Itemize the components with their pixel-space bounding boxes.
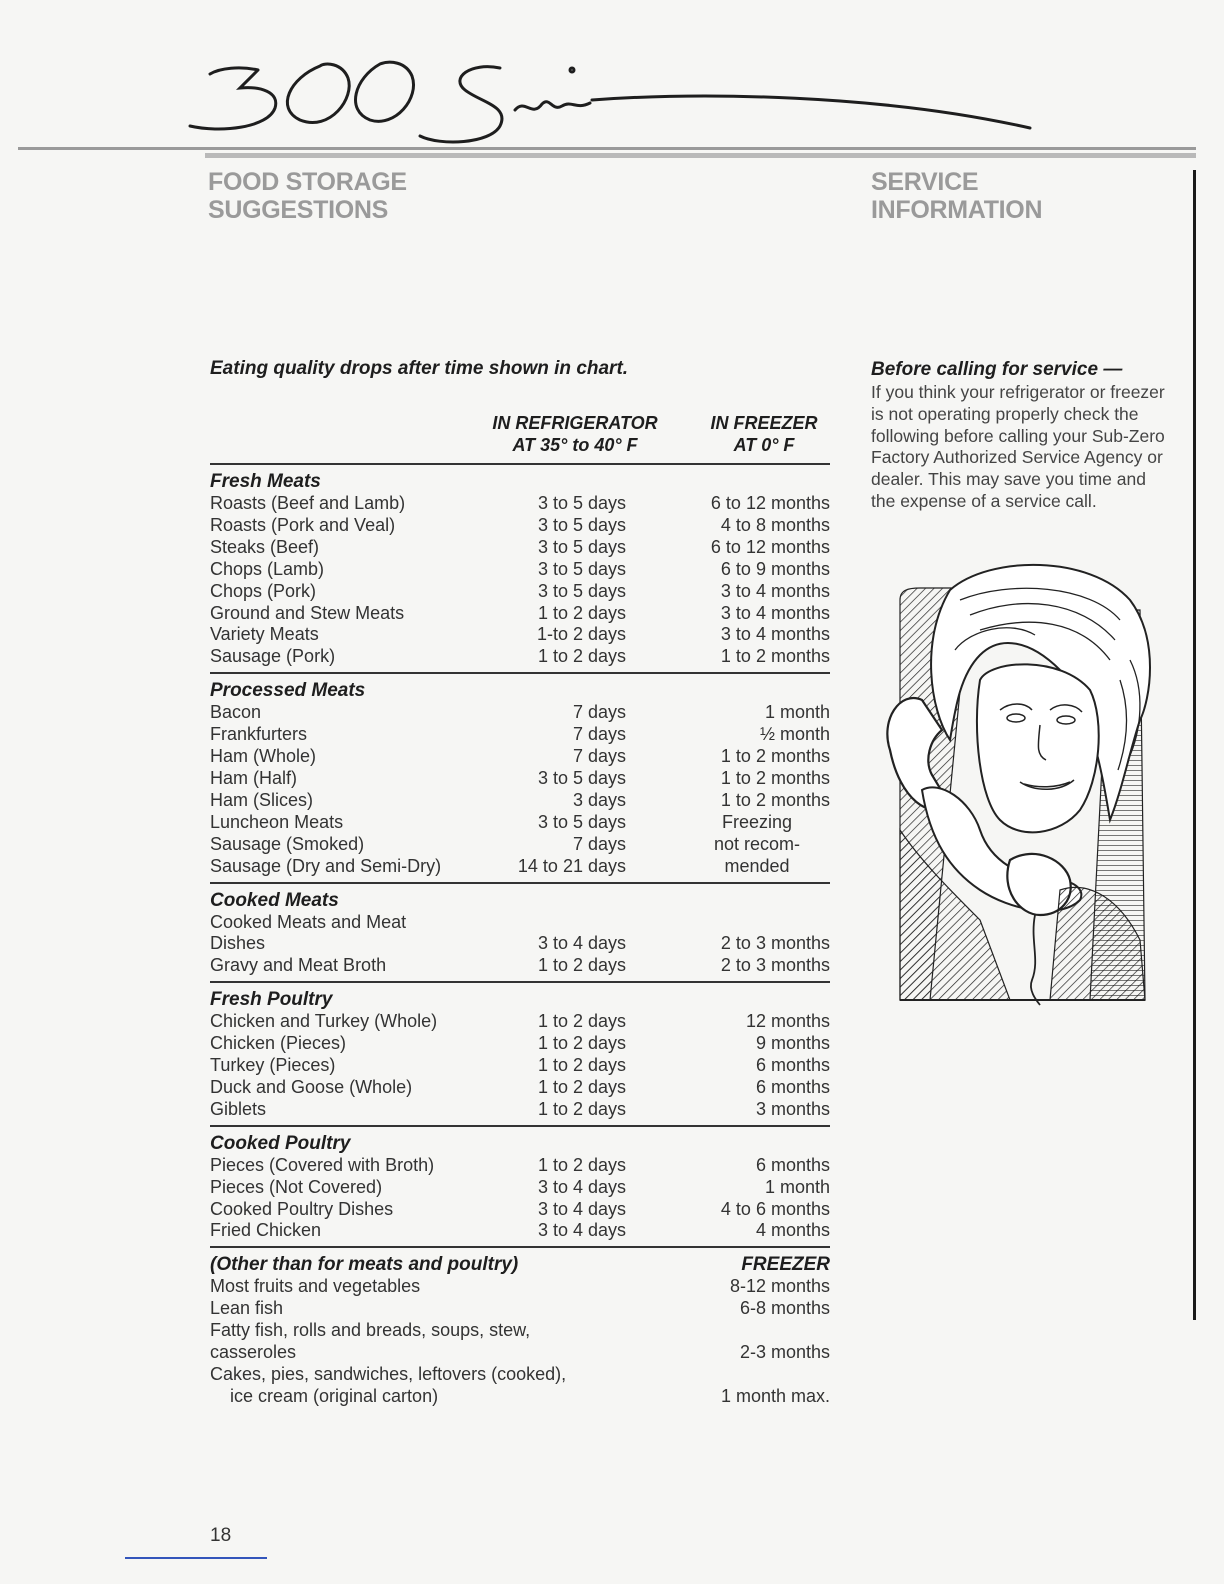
refrigerator-time: 1 to 2 days <box>537 1076 626 1097</box>
freezer-column-header <box>690 412 838 456</box>
service-info-title-line2: INFORMATION <box>871 196 1043 224</box>
refrigerator-time: 3 to 5 days <box>537 536 626 557</box>
food-item: casseroles <box>210 1342 297 1363</box>
table-row <box>210 724 830 746</box>
refrigerator-time: 3 to 5 days <box>537 514 626 535</box>
freezer-time: 4 to 6 months <box>720 1198 830 1219</box>
freezer-time: 3 to 4 months <box>720 580 830 601</box>
freezer-time: 2 to 3 months <box>720 955 830 976</box>
header-rule <box>18 147 1196 150</box>
food-item: ice cream (original carton) <box>230 1385 439 1406</box>
freezer-time: 12 months <box>745 1011 830 1032</box>
freezer-time: mended <box>724 855 790 876</box>
freezer-time: 6 months <box>755 1055 830 1076</box>
food-item: Roasts (Pork and Veal) <box>210 514 396 535</box>
freezer-time: 1 to 2 months <box>720 746 830 767</box>
table-row <box>210 1155 830 1177</box>
table-row <box>210 746 830 768</box>
table-row <box>210 493 830 515</box>
refrigerator-time: 1 to 2 days <box>537 1055 626 1076</box>
table-row <box>210 856 830 878</box>
service-body: If you think your refrigerator or freezer is not operating properly check the following before calling your Sub-Zero Factory Authorized Service Agency or dealer. This may save you time and the expense of a service call. <box>871 382 1165 511</box>
storage-section <box>210 981 830 1121</box>
refrigerator-time: 3 to 4 days <box>537 1198 626 1219</box>
other-foods-header <box>210 1254 830 1276</box>
refrigerator-time <box>510 912 626 934</box>
food-item: Chops (Pork) <box>210 580 317 601</box>
freezer-time: 1 to 2 months <box>720 789 830 810</box>
food-item: Sausage (Dry and Semi-Dry) <box>210 855 442 876</box>
refrigerator-time: 3 days <box>572 789 626 810</box>
woman-on-phone-illustration <box>860 560 1170 1010</box>
table-row <box>210 1011 830 1033</box>
food-item: Cooked Meats and Meat <box>210 911 407 932</box>
food-item: Bacon <box>210 702 262 723</box>
table-row <box>210 834 830 856</box>
food-item: Cooked Poultry Dishes <box>210 1198 394 1219</box>
storage-section <box>210 463 830 668</box>
food-item: Frankfurters <box>210 724 308 745</box>
refrigerator-time: 7 days <box>572 702 626 723</box>
freezer-time <box>680 1364 830 1386</box>
food-item: Pieces (Not Covered) <box>210 1176 383 1197</box>
freezer-time <box>626 912 830 934</box>
table-row <box>210 559 830 581</box>
refrigerator-time: 1-to 2 days <box>536 624 626 645</box>
food-storage-title <box>208 168 407 224</box>
table-row <box>210 1199 830 1221</box>
refrigerator-time: 1 to 2 days <box>537 1154 626 1175</box>
freezer-time <box>680 1320 830 1342</box>
table-row <box>210 955 830 977</box>
freezer-time: 4 months <box>755 1220 830 1241</box>
food-item: Pieces (Covered with Broth) <box>210 1154 435 1175</box>
page-number: 18 <box>210 1525 232 1546</box>
refrigerator-time: 14 to 21 days <box>517 855 626 876</box>
other-foods-section <box>210 1246 830 1407</box>
food-item: Cakes, pies, sandwiches, leftovers (cooked), <box>210 1364 567 1384</box>
food-item: Steaks (Beef) <box>210 536 320 557</box>
food-item: Gravy and Meat Broth <box>210 955 387 976</box>
table-row <box>210 812 830 834</box>
table-row <box>210 581 830 603</box>
food-storage-title-line2: SUGGESTIONS <box>208 196 389 224</box>
intro-text: Eating quality drops after time shown in chart. <box>210 358 629 379</box>
refrigerator-time: 7 days <box>572 746 626 767</box>
freezer-time: 2-3 months <box>739 1342 830 1363</box>
refrigerator-time: 1 to 2 days <box>537 646 626 667</box>
food-item: Ham (Slices) <box>210 789 314 810</box>
freezer-time: 1 to 2 months <box>720 767 830 788</box>
section-title: Fresh Poultry <box>210 989 333 1011</box>
refrigerator-time: 1 to 2 days <box>537 1098 626 1119</box>
food-item: Lean fish <box>210 1298 284 1319</box>
other-foods-title: (Other than for meats and poultry) <box>210 1254 519 1276</box>
refrigerator-column-header <box>470 412 680 456</box>
food-item: Chicken and Turkey (Whole) <box>210 1011 438 1032</box>
freezer-time: Freezing <box>721 811 793 832</box>
table-row <box>210 1033 830 1055</box>
section-title: Fresh Meats <box>210 471 321 492</box>
refrigerator-time: 3 to 5 days <box>537 580 626 601</box>
refrigerator-header-line2: AT 35° to 40° F <box>512 435 638 455</box>
refrigerator-time: 3 to 4 days <box>537 1176 626 1197</box>
freezer-time: 4 to 8 months <box>720 514 830 535</box>
food-item: Fatty fish, rolls and breads, soups, stew, <box>210 1320 531 1341</box>
footer-underline <box>125 1557 267 1559</box>
freezer-time: 3 months <box>755 1098 830 1119</box>
freezer-time: ½ month <box>759 724 830 745</box>
freezer-header-line2: AT 0° F <box>733 435 795 455</box>
page-edge-line <box>1193 170 1196 1320</box>
refrigerator-time: 3 to 4 days <box>537 1220 626 1241</box>
refrigerator-time: 3 to 5 days <box>537 767 626 788</box>
table-row <box>210 1276 830 1298</box>
food-item: Chicken (Pieces) <box>210 1033 347 1054</box>
table-row <box>210 646 830 668</box>
food-item: Sausage (Smoked) <box>210 833 365 854</box>
refrigerator-time: 1 to 2 days <box>537 602 626 623</box>
storage-section <box>210 672 830 877</box>
refrigerator-time: 1 to 2 days <box>537 1033 626 1054</box>
refrigerator-time: 3 to 4 days <box>537 933 626 954</box>
service-heading: Before calling for service — <box>871 359 1123 380</box>
freezer-header-line1: IN FREEZER <box>710 413 818 433</box>
freezer-time: 3 to 4 months <box>720 602 830 623</box>
table-row <box>210 1077 830 1099</box>
food-item: Giblets <box>210 1098 267 1119</box>
food-item: Chops (Lamb) <box>210 558 325 579</box>
refrigerator-header-line1: IN REFRIGERATOR <box>492 413 658 433</box>
service-info-title-line1: SERVICE <box>871 168 979 196</box>
refrigerator-time: 3 to 5 days <box>537 811 626 832</box>
storage-section <box>210 1125 830 1243</box>
food-item: Duck and Goose (Whole) <box>210 1076 413 1097</box>
freezer-time: 1 month max. <box>720 1385 830 1406</box>
table-row <box>210 1364 830 1386</box>
freezer-time: 9 months <box>755 1033 830 1054</box>
section-title: Cooked Meats <box>210 889 339 911</box>
food-item: Most fruits and vegetables <box>210 1276 421 1297</box>
food-item: Luncheon Meats <box>210 811 344 832</box>
section-title: Cooked Poultry <box>210 1132 351 1154</box>
table-row <box>210 515 830 537</box>
freezer-time: not recom- <box>713 833 801 854</box>
table-row <box>210 1386 830 1408</box>
food-item: Ham (Half) <box>210 767 298 788</box>
refrigerator-time: 3 to 5 days <box>537 493 626 513</box>
table-row <box>210 1298 830 1320</box>
food-item: Dishes <box>210 933 266 954</box>
freezer-time: 3 to 4 months <box>720 624 830 645</box>
table-row <box>210 1220 830 1242</box>
freezer-time: 6-8 months <box>739 1298 830 1319</box>
section-title: Processed Meats <box>210 680 366 702</box>
freezer-time: 1 month <box>764 702 830 723</box>
table-row <box>210 912 830 934</box>
freezer-time: 6 months <box>755 1154 830 1175</box>
freezer-time: 6 to 9 months <box>720 558 830 579</box>
refrigerator-time: 1 to 2 days <box>537 955 626 976</box>
table-row <box>210 624 830 646</box>
table-row <box>210 933 830 955</box>
table-row <box>210 1177 830 1199</box>
table-row <box>210 1099 830 1121</box>
food-item: Roasts (Beef and Lamb) <box>210 493 406 513</box>
freezer-time: 6 to 12 months <box>710 493 830 513</box>
table-row <box>210 537 830 559</box>
food-item: Ham (Whole) <box>210 746 317 767</box>
food-item: Fried Chicken <box>210 1220 322 1241</box>
freezer-time: 1 month <box>764 1176 830 1197</box>
freezer-label: FREEZER <box>741 1254 830 1276</box>
freezer-time: 1 to 2 months <box>720 646 830 667</box>
refrigerator-time: 7 days <box>572 833 626 854</box>
table-row <box>210 768 830 790</box>
freezer-time: 2 to 3 months <box>720 933 830 954</box>
table-row <box>210 1342 830 1364</box>
table-row <box>210 790 830 812</box>
header-rule-thick <box>205 153 1196 158</box>
table-row <box>210 1055 830 1077</box>
refrigerator-time: 1 to 2 days <box>537 1011 626 1032</box>
food-item: Ground and Stew Meats <box>210 602 405 623</box>
series-logo <box>180 48 1040 158</box>
service-info-title <box>871 168 1042 224</box>
food-storage-title-line1: FOOD STORAGE <box>208 168 407 196</box>
food-item: Variety Meats <box>210 624 319 645</box>
table-row <box>210 603 830 625</box>
refrigerator-time: 7 days <box>572 724 626 745</box>
freezer-time: 6 months <box>755 1076 830 1097</box>
food-item: Turkey (Pieces) <box>210 1055 336 1076</box>
table-row <box>210 702 830 724</box>
storage-table <box>210 463 830 1412</box>
freezer-time: 6 to 12 months <box>710 536 830 557</box>
food-item: Sausage (Pork) <box>210 646 336 667</box>
logo-text: 500 Series <box>180 48 185 49</box>
table-row <box>210 1320 830 1342</box>
storage-section <box>210 882 830 978</box>
refrigerator-time: 3 to 5 days <box>537 558 626 579</box>
freezer-time: 8-12 months <box>729 1276 830 1297</box>
